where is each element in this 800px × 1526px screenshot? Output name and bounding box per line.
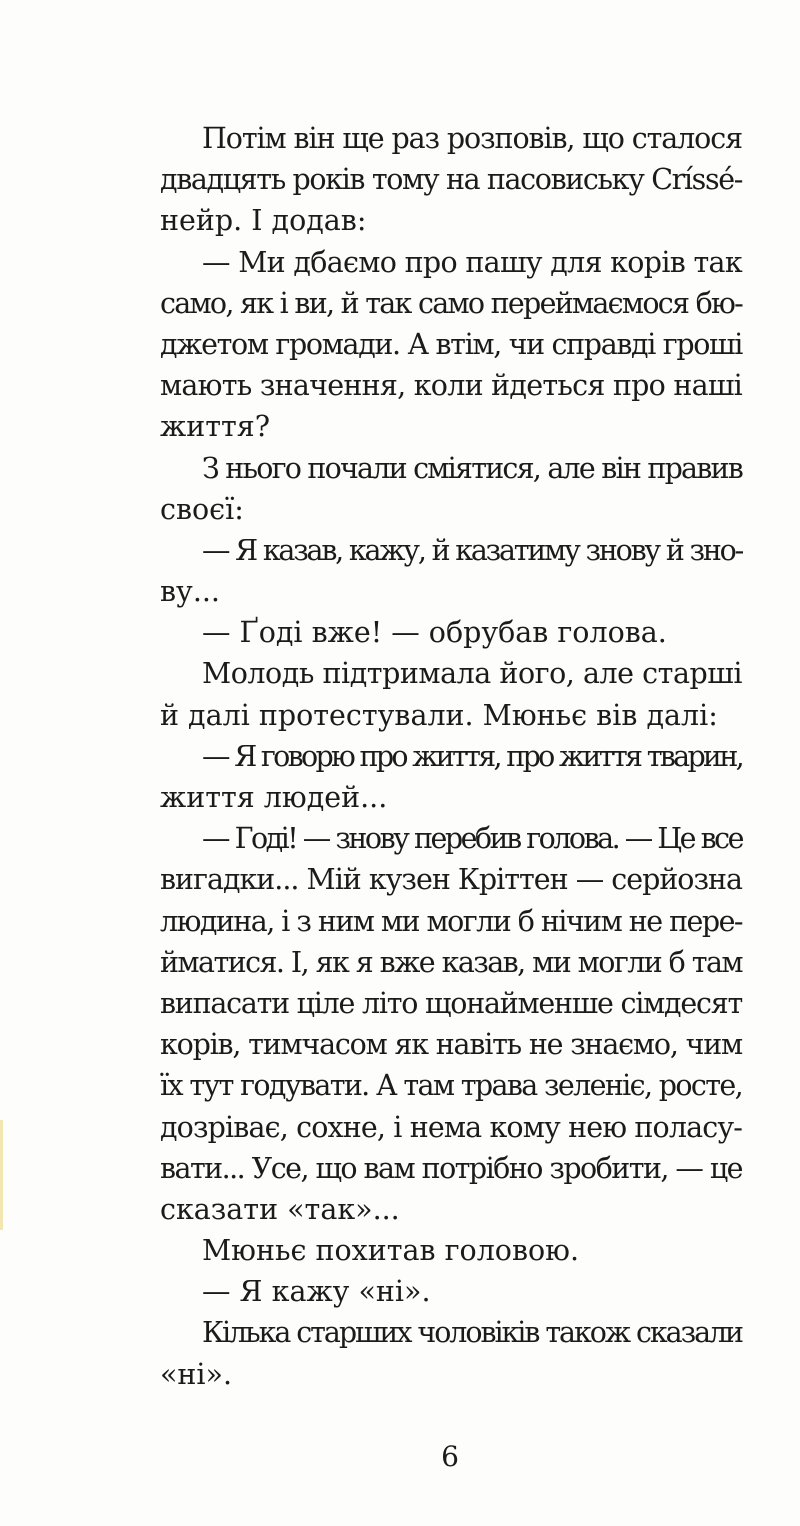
text-line: — Годі! — знову перебив голова. — Це все [202,822,742,856]
text-line: Кілька старших чоловіків також сказали [202,1316,742,1350]
text-line: їх тут годувати. А там трава зеленіє, росте, [160,1069,742,1103]
text-line: Потім він ще раз розповів, що сталося [202,122,742,155]
text-line: йматися. І, як я вже казав, ми могли б там [160,945,742,979]
page-edge-tint [0,1120,3,1230]
text-line: само, як і ви, й так само переймаємося бю- [160,286,742,320]
text-line: З нього почали сміятися, але він правив [202,451,742,485]
text-line: — Я кажу «ні». [202,1275,431,1309]
text-line: життя? [160,410,271,444]
text-line: «ні». [160,1357,233,1391]
text-line: мають значення, коли йдеться про наші [160,369,742,403]
text-line: вигадки... Мій кузен Кріттен — серйозна [160,863,742,897]
text-line: — Ми дбаємо про пашу для корів так [202,245,742,279]
text-line: корів, тимчасом як навіть не знаємо, чим [160,1028,742,1062]
text-line: випасати ціле літо щонайменше сімдесят [160,986,742,1020]
text-line: життя людей... [160,781,388,814]
text-line: своєї: [160,492,244,526]
text-line: Молодь підтримала його, але старші [202,657,742,691]
text-line: нейр. І додав: [160,204,367,238]
text-line: й далі протестували. Мюньє вів далі: [160,698,718,732]
text-line: двадцять років тому на пасовиську Críssé- [160,163,742,197]
text-line: людина, і з ним ми могли б нічим не пере- [160,904,742,938]
text-line: вати... Усе, що вам потрібно зробити, — це [160,1151,742,1185]
body-text [160,118,742,1395]
text-line: Мюньє похитав головою. [202,1234,580,1268]
text-line: ву... [160,575,220,609]
text-line: — Ґоді вже! — обрубав голова. [202,616,667,650]
text-line: дозріває, сохне, і нема кому нею поласу- [160,1110,742,1144]
page-number: 6 [441,1440,459,1473]
text-line: сказати «так»... [160,1192,400,1226]
text-line: — Я казав, кажу, й казатиму знову й зно- [202,533,742,567]
text-line: — Я говорю про життя, про життя тварин, [202,739,743,773]
text-line: джетом громади. А втім, чи справді гроші [160,327,742,361]
